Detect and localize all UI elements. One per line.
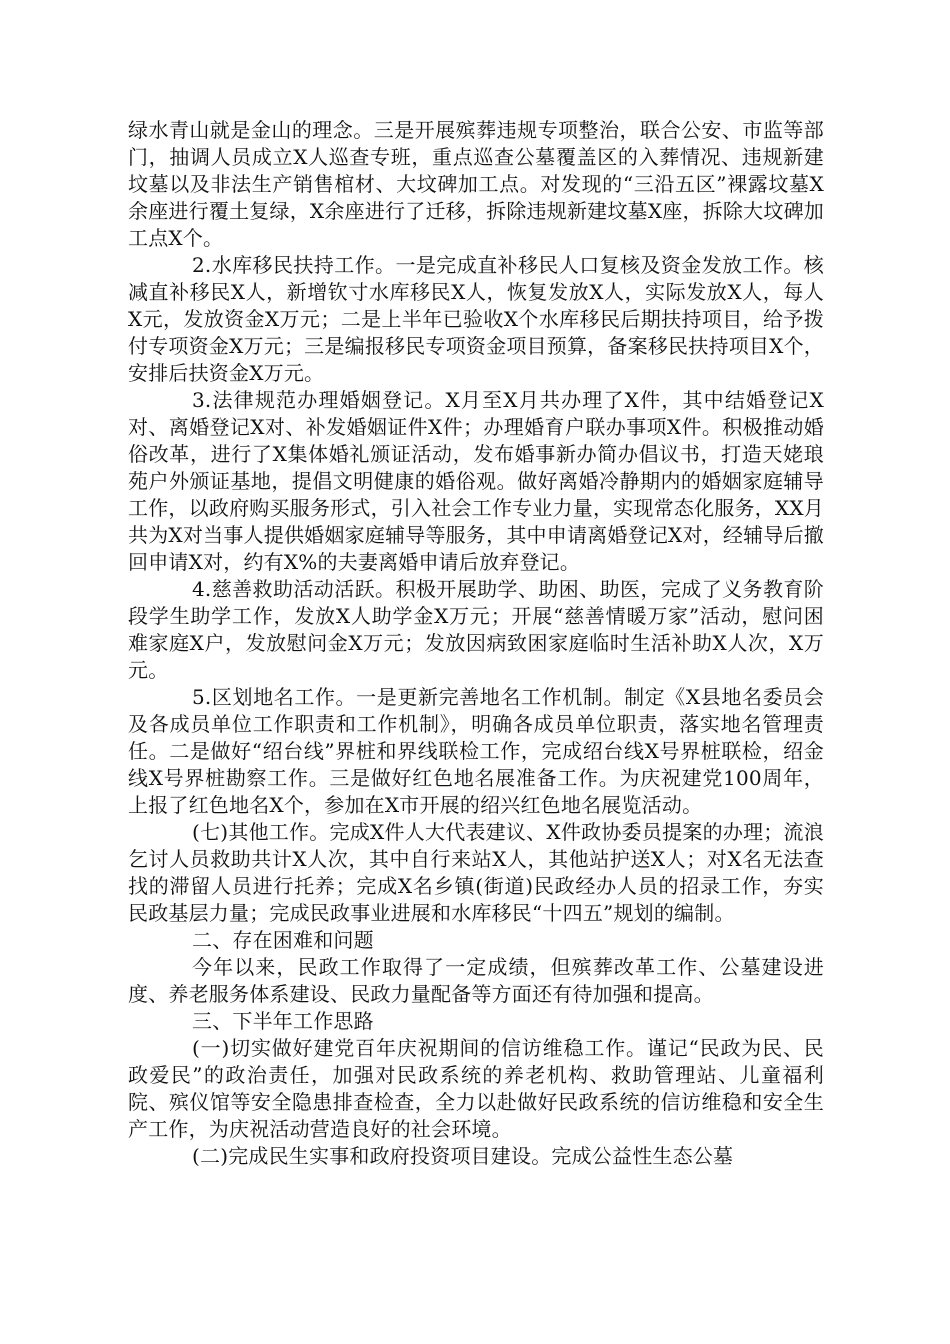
section-heading-problems: 二、存在困难和问题 xyxy=(192,928,374,952)
paragraph-petition-stability: (一)切实做好建党百年庆祝期间的信访维稳工作。谨记“民政为民、民政爱民”的政治责任，加强对民政系统的养老机构、救助管理站、儿童福利院、殡仪馆等安全隐患排查检查，全力以赴做好民政系统的信访维稳和安全生产工作，为庆祝活动营造良好的社会环境。 xyxy=(128,1036,824,1141)
paragraph-place-names: 5.区划地名工作。一是更新完善地名工作机制。制定《X县地名委员会及各成员单位工作职责和工作机制》，明确各成员单位职责，落实地名管理责任。二是做好“绍台线”界桩和界线联检工作，完成绍台线X号界桩联检，绍金线X号界桩勘察工作。三是做好红色地名展准备工作。为庆祝建党100周年，上报了红色地名X个，参加在X市开展的绍兴红色地名展览活动。 xyxy=(128,685,824,817)
paragraph-marriage-registration: 3.法律规范办理婚姻登记。X月至X月共办理了X件，其中结婚登记X对、离婚登记X对、补发婚姻证件X件；办理婚育户联办事项X件。积极推动婚俗改革，进行了X集体婚礼颁证活动，发布婚事新办简办倡议书，打造天姥琅苑户外颁证基地，提倡文明健康的婚俗观。做好离婚冷静期内的婚姻家庭辅导工作，以政府购买服务形式，引入社会工作专业力量，实现常态化服务，XX月共为X对当事人提供婚姻家庭辅导等服务，其中申请离婚登记X对，经辅导后撤回申请X对，约有X%的夫妻离婚申请后放弃登记。 xyxy=(128,388,824,574)
paragraph-problems: 今年以来，民政工作取得了一定成绩，但殡葬改革工作、公墓建设进度、养老服务体系建设、民政力量配备等方面还有待加强和提高。 xyxy=(128,955,824,1006)
paragraph-charity-relief: 4.慈善救助活动活跃。积极开展助学、助困、助医，完成了义务教育阶段学生助学工作，发放X人助学金X万元；开展“慈善情暖万家”活动，慰问困难家庭X户，发放慰问金X万元；发放因病致困家庭临时生活补助X人次，X万元。 xyxy=(128,577,824,682)
paragraph-livelihood-projects: (二)完成民生实事和政府投资项目建设。完成公益性生态公墓 xyxy=(192,1144,734,1168)
document-body xyxy=(128,117,824,1170)
paragraph-continuation: 绿水青山就是金山的理念。三是开展殡葬违规专项整治，联合公安、市监等部门，抽调人员成立X人巡查专班，重点巡查公墓覆盖区的入葬情况、违规新建坟墓以及非法生产销售棺材、大坟碑加工点。对发现的“三沿五区”裸露坟墓X余座进行覆土复绿，X余座进行了迁移，拆除违规新建坟墓X座，拆除大坟碑加工点X个。 xyxy=(128,118,824,250)
paragraph-reservoir-migration: 2.水库移民扶持工作。一是完成直补移民人口复核及资金发放工作。核减直补移民X人，新增钦寸水库移民X人，恢复发放X人，实际发放X人，每人X元，发放资金X万元；二是上半年已验收X个水库移民后期扶持项目，给予拨付专项资金X万元；三是编报移民专项资金项目预算，备案移民扶持项目X个，安排后扶资金X万元。 xyxy=(128,253,824,385)
paragraph-other-work: (七)其他工作。完成X件人大代表建议、X件政协委员提案的办理；流浪乞讨人员救助共计X人次，其中自行来站X人，其他站护送X人；对X名无法查找的滞留人员进行托养；完成X名乡镇(街道)民政经办人员的招录工作，夯实民政基层力量；完成民政事业进展和水库移民“十四五”规划的编制。 xyxy=(128,820,824,925)
section-heading-plans: 三、下半年工作思路 xyxy=(192,1009,374,1033)
